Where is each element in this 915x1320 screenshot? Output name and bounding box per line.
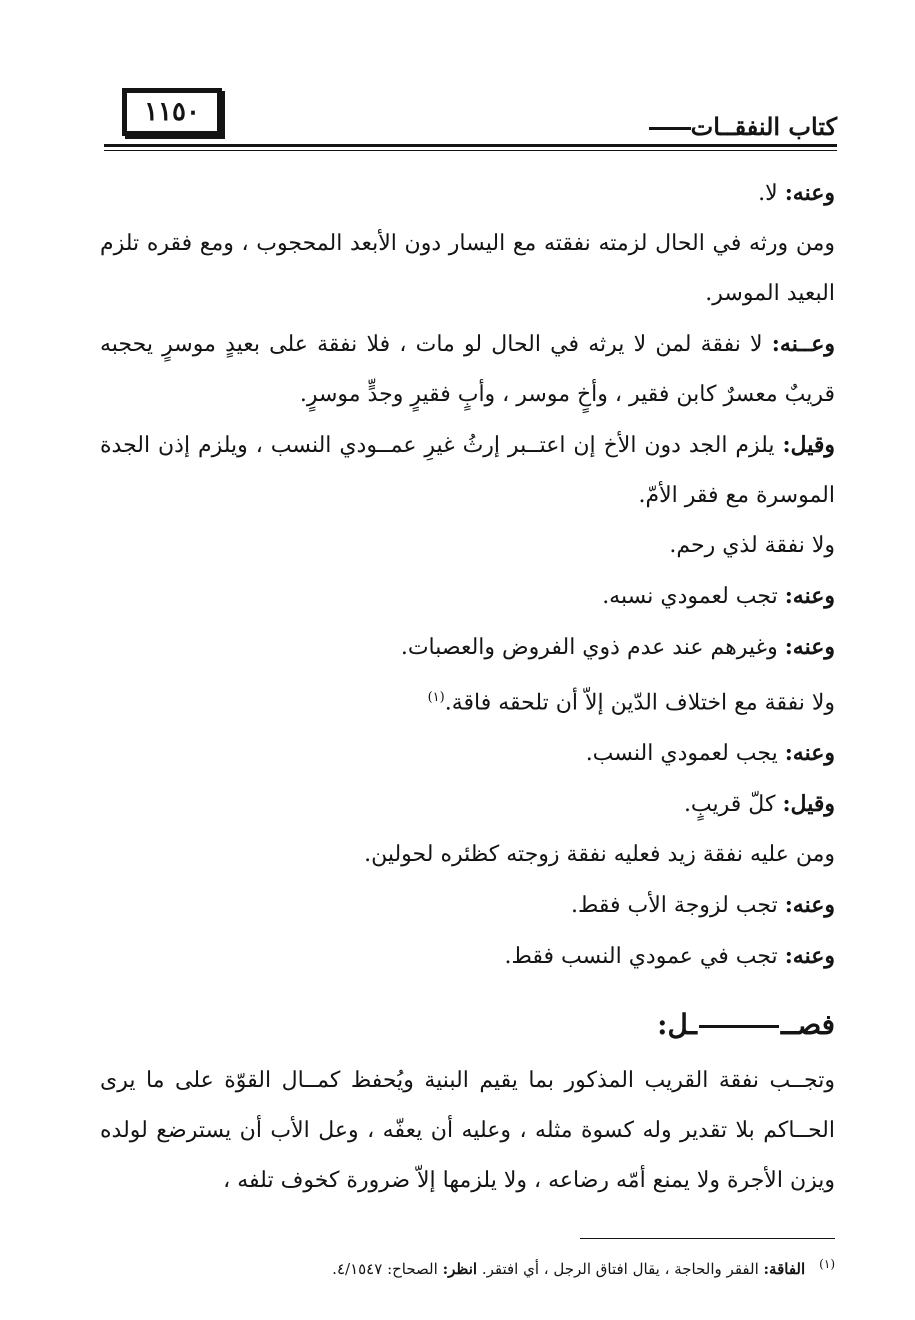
header-dash	[649, 127, 691, 130]
paragraph-label: وقيل:	[782, 791, 835, 818]
paragraph	[100, 219, 835, 319]
paragraph-text: ومن ورثه في الحال لزمته نفقته مع اليسار دون الأبعد المحجوب ، ومع فقره تلزم البعيد الموسر.	[100, 231, 835, 306]
paragraph-text: لا.	[758, 181, 785, 206]
paragraph	[100, 1056, 835, 1206]
paragraph	[100, 168, 835, 219]
paragraph-text: ومن عليه نفقة زيد فعليه نفقة زوجته كظئره لحولين.	[364, 842, 835, 868]
paragraph	[100, 931, 835, 982]
chapter-title: كتاب النفقــات	[690, 112, 837, 141]
paragraph	[100, 728, 835, 779]
footnote-mark: (١)	[819, 1257, 835, 1271]
paragraph-text: تجب في عمودي النسب فقط.	[504, 944, 785, 970]
paragraph-label: وعنه:	[784, 740, 835, 767]
paragraph-text: يجب لعمودي النسب.	[585, 741, 785, 767]
main-text	[100, 168, 835, 1206]
header-rule-thin	[104, 150, 837, 151]
paragraph-label: وعنه:	[784, 583, 835, 609]
section-heading-start: فصــ	[780, 1008, 835, 1042]
paragraph-text: يلزم الجد دون الأخ إن اعتــبر إرثُ غيرِ عمــودي النسب ، ويلزم إذن الجدة الموسرة مع فقر الأمّ.	[100, 433, 835, 508]
paragraph	[100, 880, 835, 931]
paragraph	[100, 571, 835, 622]
paragraph-label: وعنه:	[784, 634, 835, 660]
page-number: ١١٥٠	[144, 97, 200, 127]
paragraph-label: وعنه:	[784, 892, 835, 919]
paragraph	[100, 779, 835, 830]
paragraph-text: ولا نفقة لذي رحم.	[669, 533, 835, 558]
paragraph	[100, 673, 835, 728]
paragraph-text: لا نفقة لمن لا يرثه في الحال لو مات ، فلا نفقة على بعيدٍ موسرٍ يحجبه قريبٌ معسرٌ كابن فقير ، وأخٍ موسر ، وأبٍ فقيرٍ وجدٍّ موسرٍ.	[100, 332, 835, 407]
paragraph-label: وعنه:	[784, 180, 835, 206]
paragraph-label: وعنه:	[784, 943, 835, 970]
paragraph-text: وتجــب نفقة القريب المذكور بما يقيم البنية ويُحفظ كمــال القوّة على ما يرى الحــاكم بلا تقدير وله كسوة مثله ، وعليه أن يعفّه ، وعل الأب أن يسترضع لولده ويزن الأجرة ولا يمنع أمّه رضاعه ، ولا يلزمها إلاّ ضرورة كخوف تلفه ،	[100, 1068, 835, 1194]
paragraph	[100, 420, 835, 521]
page-number-box	[122, 88, 222, 136]
section-heading	[100, 1000, 835, 1050]
footnote-ref: الصحاح: ٤/١٥٤٧.	[332, 1260, 443, 1278]
paragraph-label: وقيل:	[782, 432, 835, 458]
paragraph-text: تجب لزوجة الأب فقط.	[571, 893, 785, 919]
footnote-ref-label: انظر:	[442, 1260, 478, 1278]
paragraph-text: كلّ قريبٍ.	[683, 792, 783, 818]
running-header	[643, 112, 837, 141]
paragraph-text: وغيرهم عند عدم ذوي الفروض والعصبات.	[400, 635, 785, 660]
section-heading-end: ـل:	[657, 1008, 697, 1042]
header-rule	[104, 144, 837, 147]
footnote-term: الفاقة:	[763, 1260, 806, 1278]
footnote-reference: (١)	[427, 690, 445, 705]
paragraph	[100, 622, 835, 673]
paragraph-text: تجب لعمودي نسبه.	[602, 584, 785, 609]
paragraph	[100, 830, 835, 880]
heading-dash	[699, 1025, 779, 1028]
footnote-rule	[580, 1238, 835, 1239]
paragraph	[100, 319, 835, 420]
paragraph	[100, 521, 835, 571]
paragraph-text: ولا نفقة مع اختلاف الدّين إلاّ أن تلحقه فاقة.	[444, 690, 835, 716]
footnote-text: الفقر والحاجة ، يقال افتاق الرجل ، أي افتقر.	[477, 1260, 764, 1278]
footnote	[100, 1250, 835, 1283]
paragraph-label: وعــنه:	[771, 331, 835, 357]
